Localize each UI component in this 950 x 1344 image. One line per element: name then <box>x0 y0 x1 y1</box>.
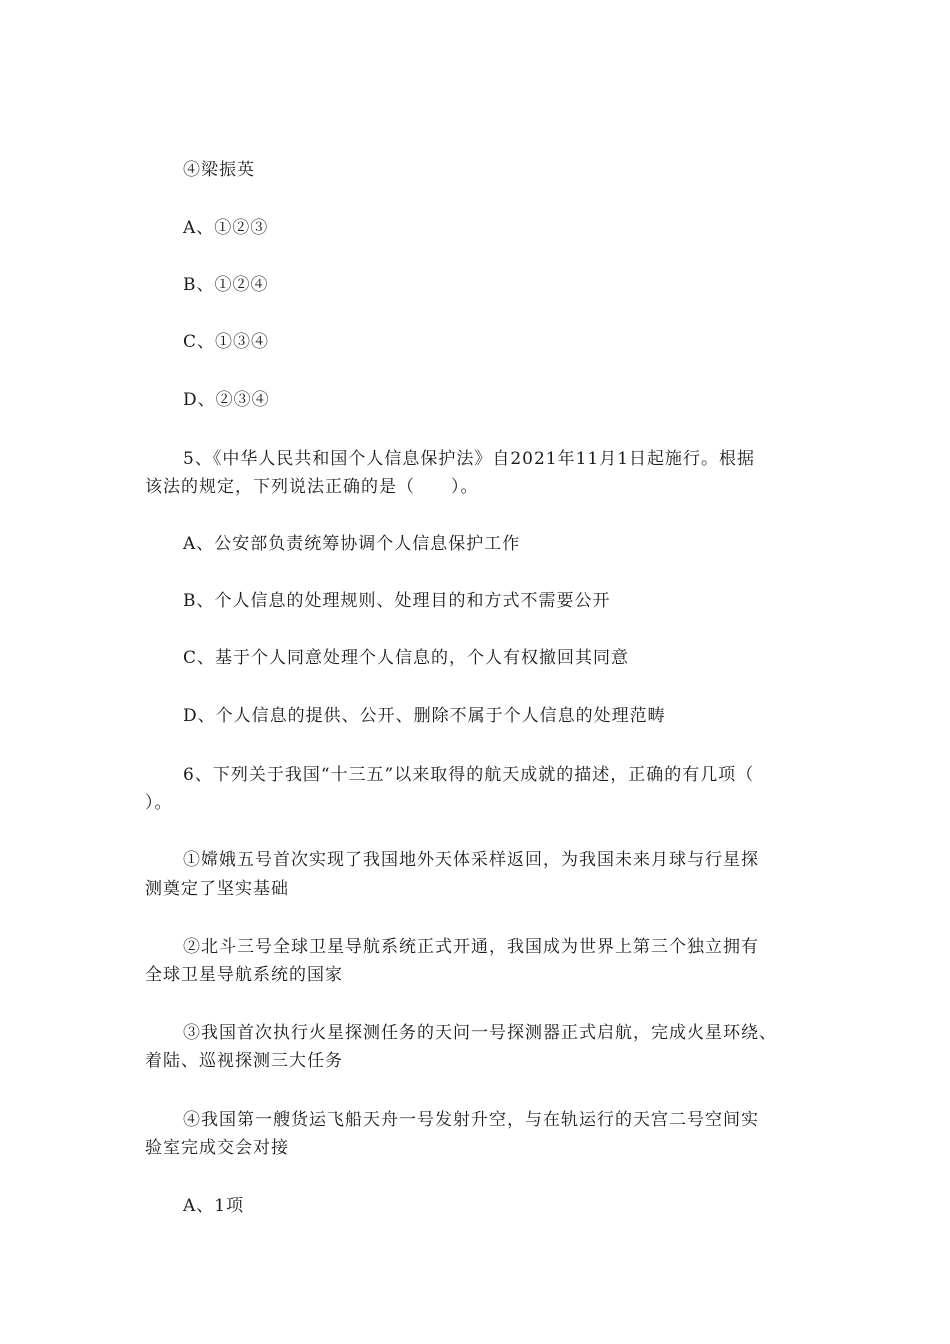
q6-stem-line-1: 6、下列关于我国“十三五”以来取得的航天成就的描述，正确的有几项（ <box>183 765 755 785</box>
q4-option-b: B、①②④ <box>183 275 269 295</box>
q5-option-a: A、公安部负责统筹协调个人信息保护工作 <box>183 534 521 554</box>
q5-stem-line-1: 5、《中华人民共和国个人信息保护法》自2021年11月1日起施行。根据 <box>183 449 756 469</box>
q6-item-3-line-2: 着陆、巡视探测三大任务 <box>145 1051 343 1071</box>
q6-item-2-line-2: 全球卫星导航系统的国家 <box>145 965 343 985</box>
q6-item-4-line-2: 验室完成交会对接 <box>145 1138 289 1158</box>
q4-option-d: D、②③④ <box>183 390 270 410</box>
q6-item-3-line-1: ③我国首次执行火星探测任务的天问一号探测器正式启航，完成火星环绕、 <box>183 1023 777 1043</box>
q6-item-1-line-2: 测奠定了坚实基础 <box>145 879 289 899</box>
q6-item-4-line-1: ④我国第一艘货运飞船天舟一号发射升空，与在轨运行的天宫二号空间实 <box>183 1110 759 1130</box>
q5-option-b: B、个人信息的处理规则、处理目的和方式不需要公开 <box>183 591 611 611</box>
q4-option-a: A、①②③ <box>183 218 269 238</box>
q5-stem-line-2: 该法的规定，下列说法正确的是（ ）。 <box>145 477 479 497</box>
q6-item-2-line-1: ②北斗三号全球卫星导航系统正式开通，我国成为世界上第三个独立拥有 <box>183 937 759 957</box>
q4-item-4: ④梁振英 <box>183 160 255 180</box>
q5-option-d: D、个人信息的提供、公开、删除不属于个人信息的处理范畴 <box>183 706 666 726</box>
q6-item-1-line-1: ①嫦娥五号首次实现了我国地外天体采样返回，为我国未来月球与行星探 <box>183 850 759 870</box>
q5-option-c: C、基于个人同意处理个人信息的，个人有权撤回其同意 <box>183 648 630 668</box>
q6-stem-line-2: ）。 <box>145 793 173 813</box>
q4-option-c: C、①③④ <box>183 332 270 352</box>
q6-option-a: A、1项 <box>183 1196 245 1216</box>
